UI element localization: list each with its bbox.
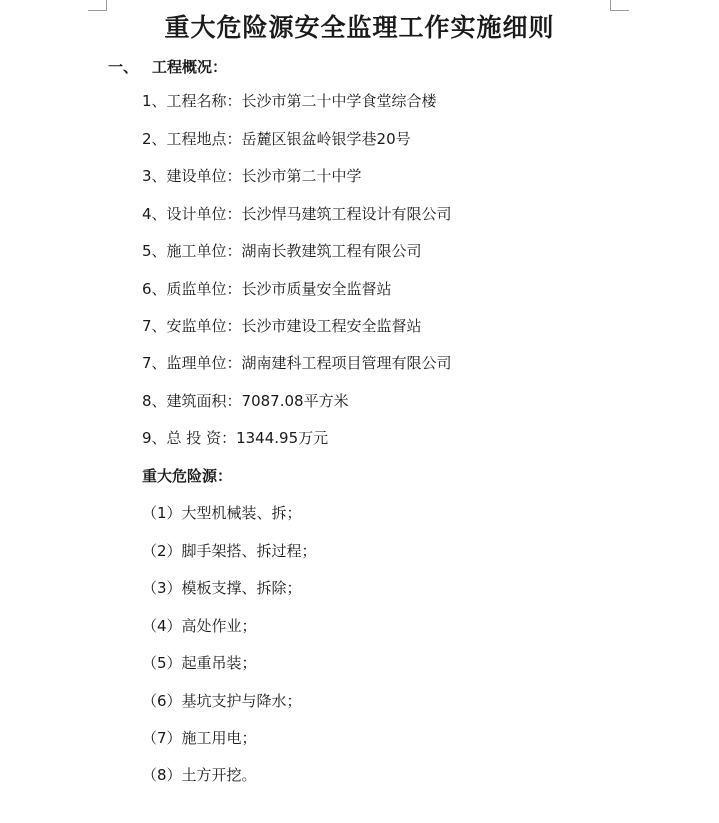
overview-item: 2、工程地点：岳麓区银盆岭银学巷20号 bbox=[142, 130, 411, 148]
section-heading bbox=[108, 56, 227, 78]
hazard-item: （2）脚手架搭、拆过程； bbox=[142, 542, 317, 560]
overview-item: 4、设计单位：长沙悍马建筑工程设计有限公司 bbox=[142, 205, 452, 223]
overview-item: 7、监理单位：湖南建科工程项目管理有限公司 bbox=[142, 354, 452, 372]
crop-mark-top-right bbox=[610, 0, 629, 11]
hazard-item: （3）模板支撑、拆除； bbox=[142, 579, 302, 597]
document-title: 重大危险源安全监理工作实施细则 bbox=[164, 13, 555, 42]
section-number: 一、 bbox=[108, 58, 139, 76]
crop-mark-top-left bbox=[88, 0, 107, 11]
overview-item: 6、质监单位：长沙市质量安全监督站 bbox=[142, 280, 392, 298]
hazard-item: （6）基坑支护与降水； bbox=[142, 692, 302, 710]
hazard-item: （5）起重吊装； bbox=[142, 654, 257, 672]
section-heading-text: 工程概况： bbox=[152, 58, 228, 76]
hazard-item: （4）高处作业； bbox=[142, 617, 257, 635]
hazard-item: （1）大型机械装、拆； bbox=[142, 504, 302, 522]
hazard-item: （8）土方开挖。 bbox=[142, 766, 257, 784]
overview-item: 5、施工单位：湖南长教建筑工程有限公司 bbox=[142, 242, 422, 260]
overview-item: 7、安监单位：长沙市建设工程安全监督站 bbox=[142, 317, 422, 335]
overview-item: 8、建筑面积：7087.08平方米 bbox=[142, 392, 349, 410]
overview-item: 3、建设单位：长沙市第二十中学 bbox=[142, 167, 362, 185]
overview-item: 1、工程名称：长沙市第二十中学食堂综合楼 bbox=[142, 92, 437, 110]
overview-item: 9、总 投 资：1344.95万元 bbox=[142, 429, 329, 447]
hazards-heading: 重大危险源： bbox=[142, 467, 233, 485]
hazard-item: （7）施工用电； bbox=[142, 729, 257, 747]
